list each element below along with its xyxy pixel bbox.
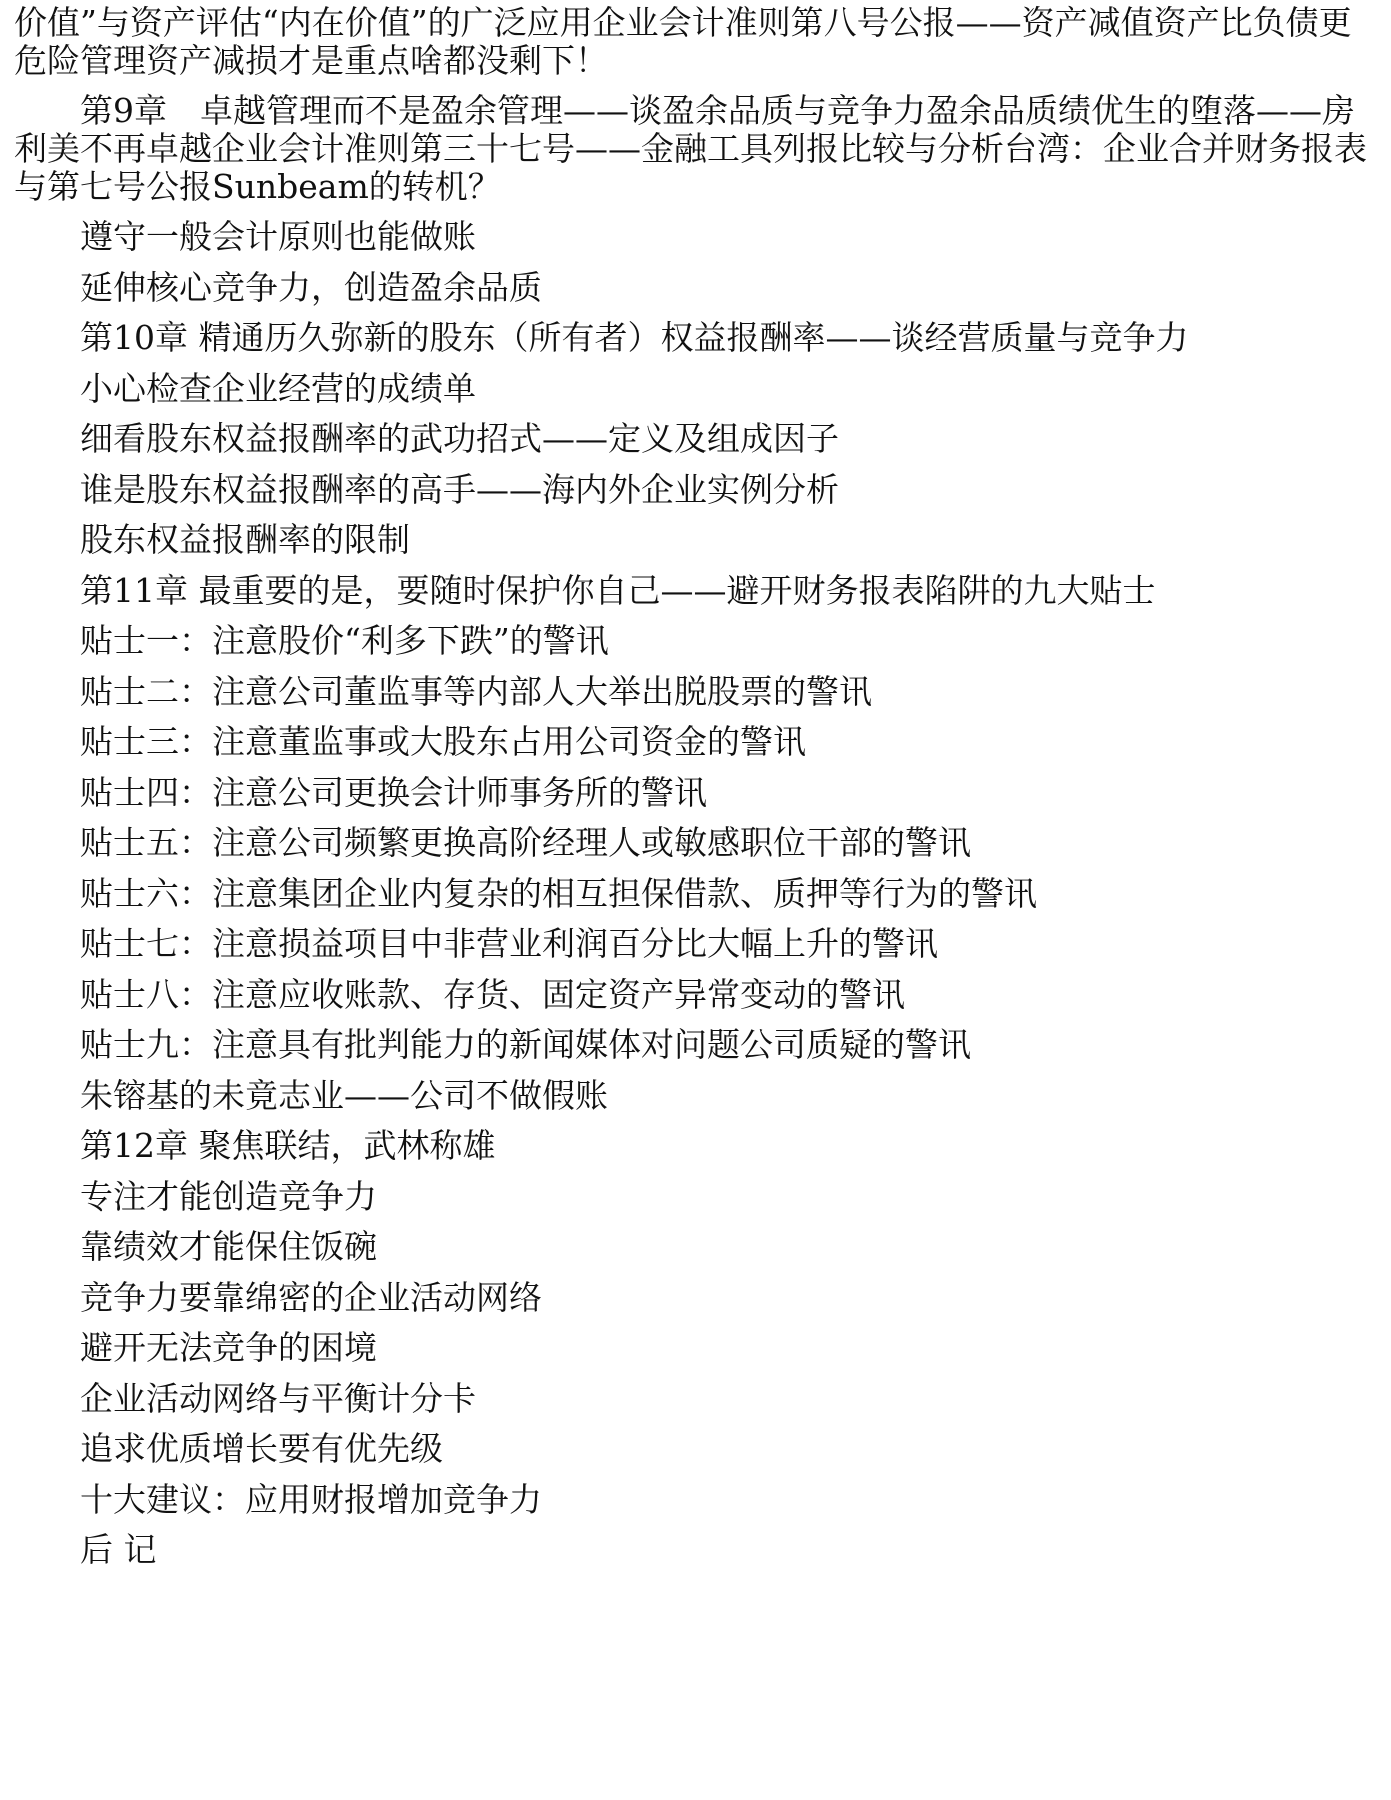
toc-line: 遵守一般会计原则也能做账 [80, 217, 476, 256]
tip-line: 贴士六：注意集团企业内复杂的相互担保借款、质押等行为的警讯 [80, 873, 1037, 913]
chapter-10-heading: 第10章 精通历久弥新的股东（所有者）权益报酬率——谈经营质量与竞争力 [80, 318, 1189, 357]
toc-line: 企业活动网络与平衡计分卡 [80, 1378, 476, 1418]
chapter-9-paragraph: 第9章 卓越管理而不是盈余管理——谈盈余品质与竞争力盈余品质绩优生的堕落——房利美不再卓越企业会计准则第三十七号——金融工具列报比较与分析台湾：企业合并财务报表与第七号公报Sunbeam的转机？ [14, 91, 1367, 206]
tip-line: 贴士五：注意公司频繁更换高阶经理人或敏感职位干部的警讯 [80, 823, 971, 862]
toc-line: 股东权益报酬率的限制 [80, 520, 410, 559]
tip-line: 贴士二：注意公司董监事等内部人大举出脱股票的警讯 [80, 671, 872, 711]
tip-line: 贴士四：注意公司更换会计师事务所的警讯 [80, 772, 707, 812]
toc-line: 细看股东权益报酬率的武功招式——定义及组成因子 [80, 419, 839, 458]
toc-line: 避开无法竞争的困境 [80, 1328, 377, 1367]
tip-line: 贴士九：注意具有批判能力的新闻媒体对问题公司质疑的警讯 [80, 1025, 971, 1064]
toc-line: 靠绩效才能保住饭碗 [80, 1227, 377, 1266]
toc-line: 谁是股东权益报酬率的高手——海内外企业实例分析 [80, 469, 839, 509]
tip-line: 贴士七：注意损益项目中非营业利润百分比大幅上升的警讯 [80, 924, 938, 963]
intro-paragraph: 价值”与资产评估“内在价值”的广泛应用企业会计准则第八号公报——资产减值资产比负债更危险管理资产减损才是重点啥都没剩下！ [14, 3, 1352, 80]
afterword-line: 后 记 [80, 1530, 157, 1569]
toc-line: 追求优质增长要有优先级 [80, 1429, 443, 1468]
toc-line: 小心检查企业经营的成绩单 [80, 368, 476, 408]
tip-line: 贴士一：注意股价“利多下跌”的警讯 [80, 621, 609, 660]
toc-line: 十大建议：应用财报增加竞争力 [80, 1479, 542, 1519]
toc-line: 竞争力要靠绵密的企业活动网络 [80, 1277, 542, 1317]
chapter-12-heading: 第12章 聚焦联结，武林称雄 [80, 1126, 496, 1165]
tip-line: 贴士八：注意应收账款、存货、固定资产异常变动的警讯 [80, 974, 905, 1014]
toc-line: 延伸核心竞争力，创造盈余品质 [80, 267, 542, 307]
toc-line: 专注才能创造竞争力 [80, 1176, 377, 1216]
chapter-11-heading: 第11章 最重要的是，要随时保护你自己——避开财务报表陷阱的九大贴士 [80, 570, 1156, 610]
tip-line: 贴士三：注意董监事或大股东占用公司资金的警讯 [80, 722, 806, 761]
toc-line: 朱镕基的未竟志业——公司不做假账 [80, 1075, 608, 1115]
